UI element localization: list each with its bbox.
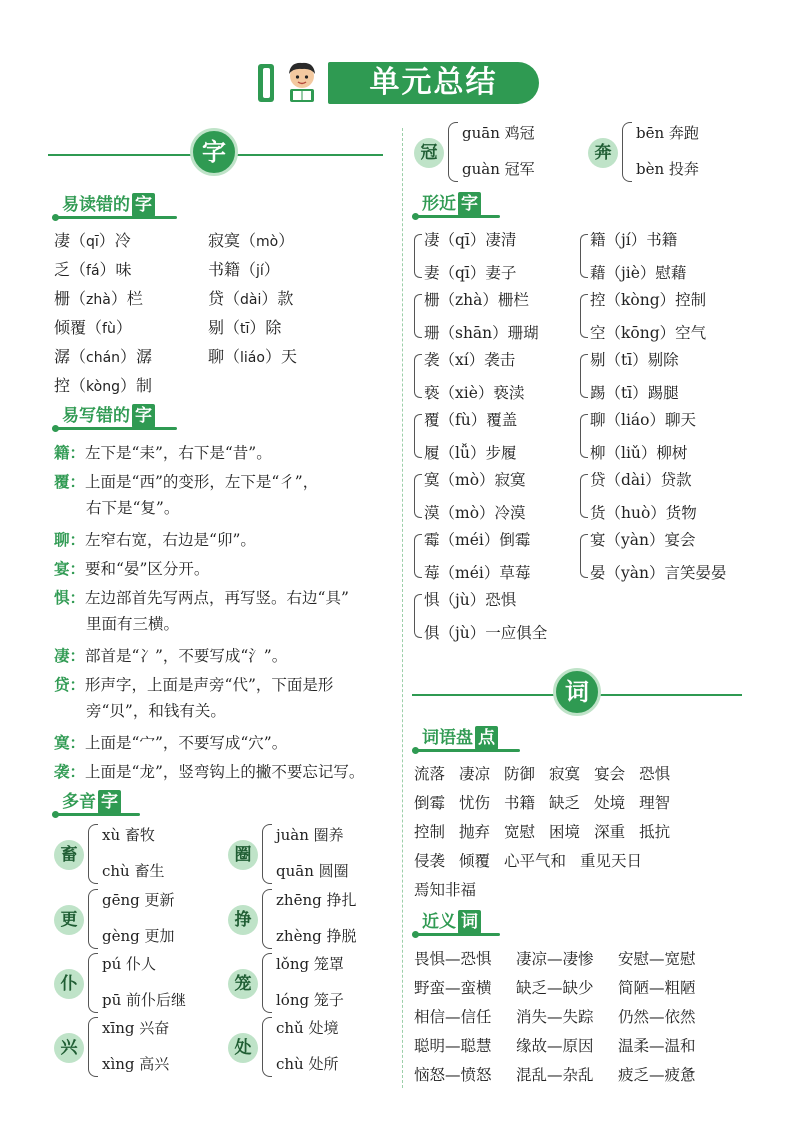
miswrite-line1: 左下是“耒”，右下是“昔”。 <box>85 444 272 462</box>
brace-icon <box>414 294 422 338</box>
similar-pair <box>414 288 574 348</box>
word-item: 防御 <box>504 765 536 783</box>
synonym-row <box>414 1061 744 1090</box>
word-item: 重见天日 <box>580 852 643 870</box>
miswrite-char: 聊： <box>54 530 86 549</box>
misread-item <box>208 288 293 311</box>
brace-icon <box>580 534 588 578</box>
synonym-item: 安慰—宽慰 <box>618 950 696 968</box>
misread-item <box>208 346 297 369</box>
misread-pinyin: qī <box>86 234 99 250</box>
polyphone-reading: bēn 奔跑 <box>636 124 699 142</box>
brace-icon <box>448 122 458 182</box>
misread-post: ） <box>263 260 280 279</box>
polyphone-group <box>414 122 574 186</box>
section-title: 近义 <box>422 912 456 932</box>
miswrite-line1: 左边部首先写两点，再写竖。右边“具” <box>85 589 349 607</box>
miswrite-note <box>54 440 394 466</box>
polyphone-group <box>228 824 388 888</box>
similar-pair <box>580 228 740 288</box>
polyphone-char: 笼 <box>228 969 258 999</box>
word-row <box>414 760 744 789</box>
similar-pair <box>414 348 574 408</box>
section-polyphone <box>52 790 152 816</box>
polyphone-group <box>54 1017 214 1081</box>
brace-icon <box>414 474 422 518</box>
similar-item: 宴（yàn）宴会 <box>590 531 696 549</box>
miswrite-char: 惧： <box>54 588 86 607</box>
word-item: 忧伤 <box>459 794 491 812</box>
word-item: 控制 <box>414 823 446 841</box>
polyphone-reading: xìng 高兴 <box>102 1055 170 1073</box>
polyphone-group <box>54 953 214 1017</box>
polyphone-reading: chǔ 处境 <box>276 1019 339 1037</box>
similar-item: 空（kōng）空气 <box>590 324 707 342</box>
miswrite-line1: 左窄右宽，右边是“卯”。 <box>85 531 256 549</box>
misread-post: ）制 <box>119 376 152 395</box>
section-title-box: 字 <box>132 193 155 217</box>
synonym-item: 缘故—原因 <box>516 1037 594 1055</box>
polyphone-reading: gēng 更新 <box>102 891 175 909</box>
similar-item: 晏（yàn）言笑晏晏 <box>590 564 727 582</box>
polyphone-reading: zhēng 挣扎 <box>276 891 357 909</box>
polyphone-group <box>588 122 748 186</box>
header-zi <box>48 128 383 168</box>
similar-pair <box>580 528 740 588</box>
similar-pair <box>414 228 574 288</box>
section-word-list <box>412 726 532 752</box>
miswrite-char: 寞： <box>54 733 86 752</box>
miswrite-line1: 部首是“冫”，不要写成“氵”。 <box>85 647 288 665</box>
synonym-item: 恼怒—愤怒 <box>414 1066 492 1084</box>
similar-item: 履（lǚ）步履 <box>424 444 517 462</box>
synonym-item: 混乱—杂乱 <box>516 1066 594 1084</box>
misread-item <box>54 259 132 282</box>
misread-pinyin: jí <box>256 263 264 279</box>
brace-icon <box>414 594 422 638</box>
similar-pair <box>414 528 574 588</box>
brace-icon <box>414 234 422 278</box>
similar-item: 寞（mò）寂寞 <box>424 471 526 489</box>
header-ci-circle: 词 <box>553 668 601 716</box>
brace-icon <box>262 824 272 884</box>
synonym-row <box>414 974 744 1003</box>
word-item: 理智 <box>639 794 671 812</box>
misread-pre: 凄（ <box>54 231 87 250</box>
similar-pair <box>580 468 740 528</box>
section-title-box: 字 <box>458 192 481 216</box>
similar-item: 踢（tī）踢腿 <box>590 384 679 402</box>
brace-icon <box>622 122 632 182</box>
misread-post: ）潺 <box>120 347 153 366</box>
miswrite-char: 贷： <box>54 675 86 694</box>
polyphone-reading: quān 圆圈 <box>276 862 349 880</box>
similar-pair <box>414 408 574 468</box>
miswrite-note <box>54 730 394 756</box>
similar-item: 袭（xí）袭击 <box>424 351 516 369</box>
word-item: 凄凉 <box>459 765 491 783</box>
word-item: 恐惧 <box>639 765 671 783</box>
word-row <box>414 847 744 876</box>
polyphone-char: 处 <box>228 1033 258 1063</box>
miswrite-line1: 要和“晏”区分开。 <box>85 560 210 578</box>
polyphone-reading: zhèng 挣脱 <box>276 927 357 945</box>
word-item: 倾覆 <box>459 852 491 870</box>
misread-pinyin: mò <box>256 234 279 250</box>
similar-item: 莓（méi）草莓 <box>424 564 531 582</box>
section-easy-misread <box>52 193 192 219</box>
synonym-row <box>414 945 744 974</box>
section-title: 易读错的 <box>62 195 130 215</box>
polyphone-group <box>54 889 214 953</box>
miswrite-line2: 里面有三横。 <box>86 615 180 633</box>
brace-icon <box>88 889 98 949</box>
similar-pair <box>414 468 574 528</box>
similar-item: 妻（qī）妻子 <box>424 264 517 282</box>
similar-item: 聊（liáo）聊天 <box>590 411 696 429</box>
brace-icon <box>414 414 422 458</box>
misread-pre: 贷（ <box>208 289 241 308</box>
section-dot <box>412 747 419 754</box>
section-title: 词语盘 <box>422 728 473 748</box>
misread-pinyin: kòng <box>86 379 120 395</box>
word-item: 心平气和 <box>504 852 567 870</box>
header-ci <box>412 668 742 708</box>
section-title-box: 字 <box>98 790 121 814</box>
misread-item <box>208 259 280 282</box>
misread-item <box>54 288 143 311</box>
miswrite-line1: 上面是“西”的变形，左下是“彳”， <box>85 473 319 491</box>
section-dot <box>52 214 59 221</box>
title-bracket-decoration <box>258 64 274 102</box>
similar-item: 柳（liǔ）柳树 <box>590 444 688 462</box>
section-synonyms <box>412 910 512 936</box>
section-easy-miswrite <box>52 404 192 430</box>
synonym-item: 缺乏—缺少 <box>516 979 594 997</box>
synonym-item: 简陋—粗陋 <box>618 979 696 997</box>
misread-item <box>54 346 152 369</box>
similar-pair <box>580 288 740 348</box>
polyphone-reading: guàn 冠军 <box>462 160 535 178</box>
synonym-item: 畏惧—恐惧 <box>414 950 492 968</box>
word-item: 焉知非福 <box>414 881 477 899</box>
misread-pinyin: dài <box>240 292 262 308</box>
similar-pair <box>414 588 574 648</box>
word-item: 抵抗 <box>639 823 671 841</box>
brace-icon <box>414 354 422 398</box>
polyphone-reading: chù 处所 <box>276 1055 339 1073</box>
polyphone-reading: pú 仆人 <box>102 955 157 973</box>
word-item: 书籍 <box>504 794 536 812</box>
miswrite-note <box>54 643 394 669</box>
miswrite-line2: 旁“贝”，和钱有关。 <box>86 702 226 720</box>
similar-item: 珊（shān）珊瑚 <box>424 324 539 342</box>
polyphone-reading: gèng 更加 <box>102 927 175 945</box>
misread-item <box>54 317 132 340</box>
similar-item: 覆（fù）覆盖 <box>424 411 518 429</box>
section-title-box: 词 <box>458 910 481 934</box>
miswrite-char: 凄： <box>54 646 86 665</box>
word-item: 倒霉 <box>414 794 446 812</box>
miswrite-char: 宴： <box>54 559 86 578</box>
misread-item <box>208 317 281 340</box>
polyphone-group <box>54 824 214 888</box>
similar-item: 籍（jí）书籍 <box>590 231 678 249</box>
word-item: 侵袭 <box>414 852 446 870</box>
misread-pre: 控（ <box>54 376 87 395</box>
polyphone-char: 冠 <box>414 138 444 168</box>
miswrite-char: 袭： <box>54 762 86 781</box>
title-banner <box>258 62 539 104</box>
misread-post: ）除 <box>249 318 282 337</box>
brace-icon <box>580 354 588 398</box>
similar-item: 控（kòng）控制 <box>590 291 707 309</box>
word-row <box>414 876 744 905</box>
miswrite-note <box>54 527 394 553</box>
section-similar-form <box>412 192 512 218</box>
misread-pre: 乏（ <box>54 260 87 279</box>
misread-post: ）味 <box>99 260 132 279</box>
polyphone-char: 仆 <box>54 969 84 999</box>
miswrite-note <box>54 585 394 637</box>
synonym-item: 凄凉—凄惨 <box>516 950 594 968</box>
polyphone-char: 更 <box>54 905 84 935</box>
brace-icon <box>580 474 588 518</box>
brace-icon <box>414 534 422 578</box>
misread-item <box>54 230 131 253</box>
misread-post: ） <box>278 231 295 250</box>
similar-item: 栅（zhà）栅栏 <box>424 291 529 309</box>
word-item: 宴会 <box>594 765 626 783</box>
brace-icon <box>262 889 272 949</box>
section-dot <box>412 213 419 220</box>
misread-pinyin: zhà <box>86 292 111 308</box>
synonym-row <box>414 1032 744 1061</box>
polyphone-char: 兴 <box>54 1033 84 1063</box>
brace-icon <box>88 824 98 884</box>
header-zi-circle: 字 <box>190 128 238 176</box>
miswrite-char: 籍： <box>54 443 86 462</box>
synonym-item: 温柔—温和 <box>618 1037 696 1055</box>
synonym-row <box>414 1003 744 1032</box>
misread-pre: 栅（ <box>54 289 87 308</box>
polyphone-reading: lǒng 笼罩 <box>276 955 344 973</box>
polyphone-char: 挣 <box>228 905 258 935</box>
polyphone-reading: lóng 笼子 <box>276 991 344 1009</box>
miswrite-char: 覆： <box>54 472 86 491</box>
similar-item: 漠（mò）冷漠 <box>424 504 526 522</box>
synonym-item: 聪明—聪慧 <box>414 1037 492 1055</box>
miswrite-note <box>54 672 394 724</box>
word-item: 缺乏 <box>549 794 581 812</box>
brace-icon <box>262 1017 272 1077</box>
miswrite-note <box>54 556 394 582</box>
brace-icon <box>580 294 588 338</box>
misread-pre: 潺（ <box>54 347 87 366</box>
section-dot <box>52 811 59 818</box>
column-divider <box>402 128 403 1088</box>
similar-item: 剔（tī）剔除 <box>590 351 679 369</box>
miswrite-line1: 上面是“龙”，竖弯钩上的撇不要忘记写。 <box>85 763 365 781</box>
synonym-item: 疲乏—疲惫 <box>618 1066 696 1084</box>
brace-icon <box>262 953 272 1013</box>
section-title-box: 字 <box>132 404 155 428</box>
section-dot <box>52 425 59 432</box>
similar-item: 惧（jù）恐惧 <box>424 591 517 609</box>
polyphone-reading: xīng 兴奋 <box>102 1019 170 1037</box>
word-item: 困境 <box>549 823 581 841</box>
polyphone-reading: guān 鸡冠 <box>462 124 535 142</box>
polyphone-group <box>228 953 388 1017</box>
brace-icon <box>580 234 588 278</box>
section-dot <box>412 931 419 938</box>
misread-post: ）款 <box>261 289 294 308</box>
word-item: 流落 <box>414 765 446 783</box>
similar-item: 凄（qī）凄清 <box>424 231 517 249</box>
polyphone-reading: juàn 圈养 <box>276 826 344 844</box>
polyphone-group <box>228 1017 388 1081</box>
synonym-item: 仍然—依然 <box>618 1008 696 1026</box>
synonym-grid <box>414 945 744 1090</box>
polyphone-group <box>228 889 388 953</box>
misread-pinyin: chán <box>86 350 121 366</box>
similar-item: 贷（dài）贷款 <box>590 471 692 489</box>
brace-icon <box>580 414 588 458</box>
misread-pre: 聊（ <box>208 347 241 366</box>
misread-item <box>208 230 294 253</box>
word-item: 抛弃 <box>459 823 491 841</box>
polyphone-reading: chù 畜生 <box>102 862 165 880</box>
synonym-item: 相信—信任 <box>414 1008 492 1026</box>
similar-item: 藉（jiè）慰藉 <box>590 264 687 282</box>
misread-item <box>54 375 152 398</box>
synonym-item: 消失—失踪 <box>516 1008 594 1026</box>
miswrite-line1: 形声字，上面是声旁“代”，下面是形 <box>85 676 334 694</box>
section-title: 易写错的 <box>62 406 130 426</box>
similar-item: 俱（jù）一应俱全 <box>424 624 548 642</box>
brace-icon <box>88 1017 98 1077</box>
misread-pinyin: liáo <box>240 350 265 366</box>
section-title-box: 点 <box>475 726 498 750</box>
misread-pre: 书籍（ <box>208 260 257 279</box>
similar-item: 亵（xiè）亵渎 <box>424 384 525 402</box>
similar-item: 霉（méi）倒霉 <box>424 531 531 549</box>
misread-pre: 寂寞（ <box>208 231 257 250</box>
polyphone-reading: pū 前仆后继 <box>102 991 187 1009</box>
misread-post: ）栏 <box>110 289 143 308</box>
polyphone-char: 圈 <box>228 840 258 870</box>
synonym-item: 野蛮—蛮横 <box>414 979 492 997</box>
miswrite-note <box>54 469 394 521</box>
similar-pair <box>580 348 740 408</box>
misread-post: ） <box>115 318 132 337</box>
misread-post: ）天 <box>264 347 297 366</box>
page-title: 单元总结 <box>328 62 539 104</box>
polyphone-char: 奔 <box>588 138 618 168</box>
word-item: 处境 <box>594 794 626 812</box>
polyphone-char: 畜 <box>54 840 84 870</box>
section-title: 多音 <box>62 792 96 812</box>
word-item: 深重 <box>594 823 626 841</box>
word-row <box>414 818 744 847</box>
reading-boy-icon <box>282 60 322 104</box>
similar-item: 货（huò）货物 <box>590 504 697 522</box>
polyphone-reading: xù 畜牧 <box>102 826 155 844</box>
misread-pre: 剔（ <box>208 318 241 337</box>
misread-pinyin: tī <box>240 321 250 337</box>
section-title: 形近 <box>422 194 456 214</box>
misread-pre: 倾覆（ <box>54 318 103 337</box>
word-grid <box>414 760 744 905</box>
miswrite-line2: 右下是“复”。 <box>86 499 180 517</box>
miswrite-line1: 上面是“宀”，不要写成“穴”。 <box>85 734 288 752</box>
miswrite-note <box>54 759 394 785</box>
word-row <box>414 789 744 818</box>
brace-icon <box>88 953 98 1013</box>
misread-post: ）冷 <box>98 231 131 250</box>
misread-pinyin: fù <box>102 321 116 337</box>
word-item: 宽慰 <box>504 823 536 841</box>
polyphone-reading: bèn 投奔 <box>636 160 699 178</box>
similar-pair <box>580 408 740 468</box>
word-item: 寂寞 <box>549 765 581 783</box>
misread-pinyin: fá <box>86 263 100 279</box>
